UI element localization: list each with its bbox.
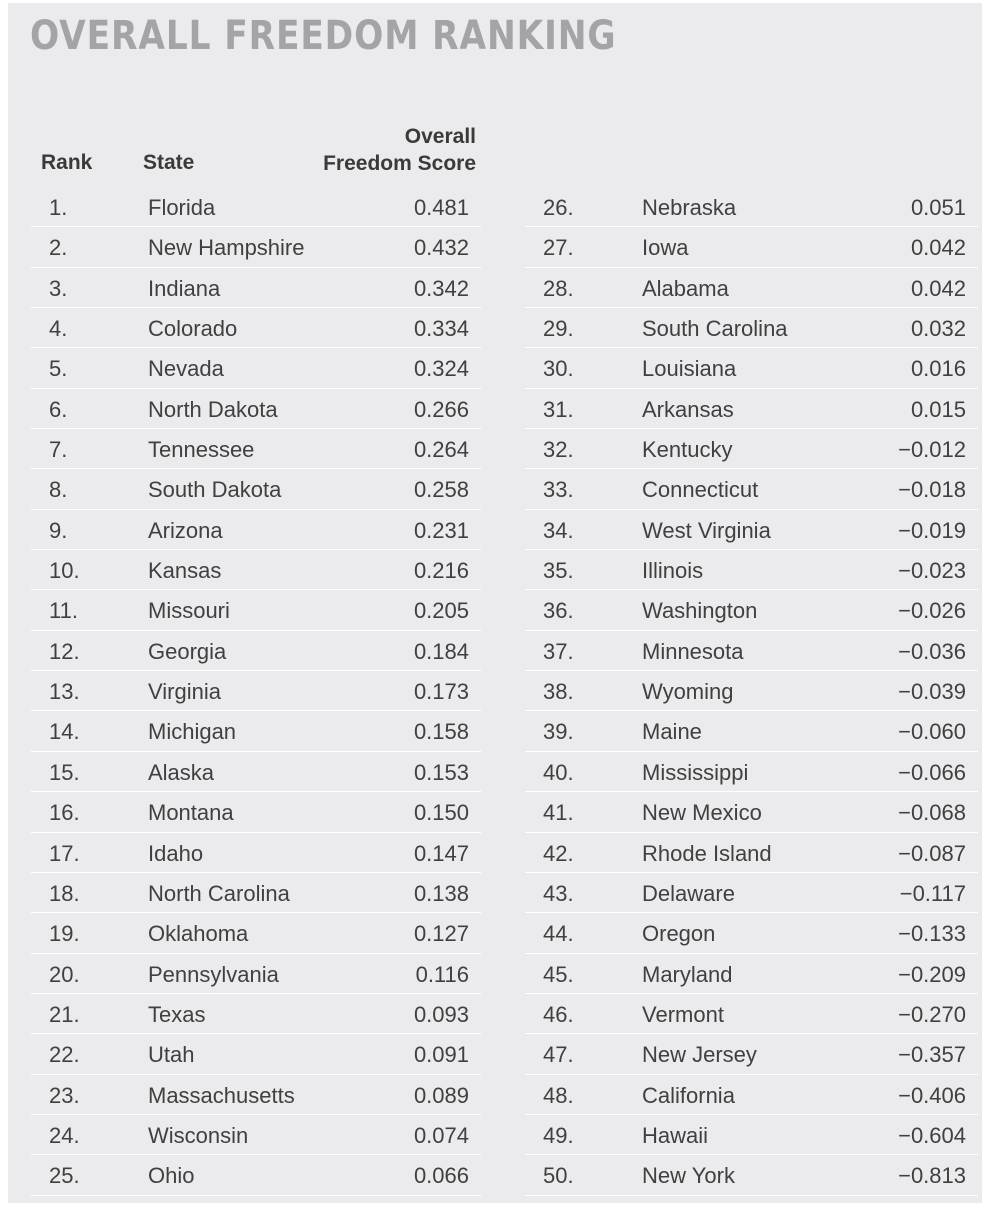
row-state: North Carolina (148, 880, 290, 906)
row-state: Florida (148, 195, 216, 220)
row-state: Georgia (148, 638, 227, 664)
row-score: −0.357 (898, 1042, 966, 1068)
row-score: 0.184 (413, 638, 469, 664)
table-row (31, 308, 481, 348)
row-state: Maine (642, 719, 702, 745)
row-score: 0.138 (413, 880, 469, 906)
row-rank: 42. (543, 840, 574, 866)
table-row (31, 792, 481, 832)
row-state: Louisiana (642, 356, 737, 382)
table-row (31, 187, 481, 227)
row-state: Mississippi (642, 759, 749, 785)
row-rank: 6. (49, 396, 68, 422)
row-state: Texas (148, 1001, 206, 1027)
table-row (525, 631, 978, 671)
table-row (31, 833, 481, 873)
row-rank: 23. (49, 1082, 80, 1108)
row-score: −0.036 (898, 638, 966, 664)
header-state: State (143, 151, 195, 174)
table-row (525, 1034, 978, 1074)
row-rank: 10. (49, 558, 80, 584)
row-score: 0.150 (413, 800, 469, 826)
row-state: Indiana (148, 275, 221, 301)
table-row (525, 469, 978, 509)
row-rank: 2. (49, 235, 68, 261)
row-rank: 18. (49, 880, 80, 906)
row-rank: 28. (543, 275, 574, 301)
row-state: Rhode Island (642, 840, 772, 866)
table-row (525, 833, 978, 873)
row-score: −0.133 (898, 921, 966, 947)
row-rank: 4. (49, 316, 68, 342)
row-score: 0.042 (910, 275, 966, 301)
row-score: −0.066 (898, 759, 966, 785)
row-score: −0.087 (898, 840, 966, 866)
row-score: 0.342 (413, 275, 469, 301)
row-rank: 41. (543, 800, 574, 826)
row-state: New York (642, 1163, 735, 1189)
row-score: 0.089 (413, 1082, 469, 1108)
row-rank: 44. (543, 921, 574, 947)
table-row (525, 1155, 978, 1195)
table-row (525, 268, 978, 308)
row-state: Oklahoma (148, 921, 249, 947)
row-rank: 36. (543, 598, 574, 624)
table-row (31, 711, 481, 751)
row-rank: 5. (49, 356, 68, 382)
row-rank: 40. (543, 759, 574, 785)
table-row (525, 187, 978, 227)
row-state: New Jersey (642, 1042, 757, 1068)
row-rank: 3. (49, 275, 68, 301)
table-row (31, 510, 481, 550)
row-score: 0.231 (413, 517, 469, 543)
row-score: −0.039 (898, 679, 966, 705)
header-score-line2: Freedom Score (323, 152, 476, 175)
row-rank: 1. (49, 195, 68, 220)
row-rank: 33. (543, 477, 574, 503)
row-rank: 48. (543, 1082, 574, 1108)
row-rank: 34. (543, 517, 574, 543)
row-state: Arizona (148, 517, 223, 543)
row-state: Oregon (642, 921, 716, 947)
row-score: 0.264 (413, 437, 469, 463)
table-row (525, 792, 978, 832)
table-row (31, 429, 481, 469)
row-rank: 31. (543, 396, 574, 422)
table-row (31, 1075, 481, 1115)
table-row (31, 389, 481, 429)
row-score: 0.091 (413, 1042, 469, 1068)
table-row (31, 671, 481, 711)
row-rank: 7. (49, 437, 68, 463)
row-state: Tennessee (148, 437, 255, 463)
table-row (31, 954, 481, 994)
row-state: Massachusetts (148, 1082, 295, 1108)
row-state: Maryland (642, 961, 733, 987)
row-rank: 16. (49, 800, 80, 826)
row-score: 0.266 (413, 396, 469, 422)
row-score: 0.116 (415, 961, 469, 987)
table-row (525, 954, 978, 994)
row-state: West Virginia (642, 517, 771, 543)
row-rank: 38. (543, 679, 574, 705)
row-score: 0.127 (413, 921, 469, 947)
row-score: −0.012 (898, 437, 966, 463)
row-rank: 29. (543, 316, 574, 342)
row-rank: 46. (543, 1001, 574, 1027)
row-state: Ohio (148, 1163, 195, 1189)
row-state: South Carolina (642, 316, 788, 342)
row-state: Virginia (148, 679, 221, 705)
row-score: −0.209 (898, 961, 966, 987)
row-score: 0.324 (413, 356, 469, 382)
row-score: 0.334 (413, 316, 469, 342)
table-row (31, 1155, 481, 1195)
row-state: South Dakota (148, 477, 282, 503)
row-rank: 26. (543, 195, 574, 220)
row-score: 0.173 (413, 679, 469, 705)
row-score: −0.060 (898, 719, 966, 745)
row-state: Minnesota (642, 638, 744, 664)
row-state: Wyoming (642, 679, 734, 705)
row-rank: 9. (49, 517, 68, 543)
row-state: Nebraska (642, 195, 737, 220)
row-state: Wisconsin (148, 1122, 249, 1148)
table-row (525, 550, 978, 590)
row-rank: 27. (543, 235, 574, 261)
row-score: −0.019 (898, 517, 966, 543)
table-row (525, 389, 978, 429)
row-score: 0.066 (413, 1163, 469, 1189)
row-rank: 30. (543, 356, 574, 382)
header-rank: Rank (41, 151, 93, 174)
row-rank: 20. (49, 961, 80, 987)
row-rank: 22. (49, 1042, 80, 1068)
row-rank: 24. (49, 1122, 80, 1148)
row-score: 0.481 (413, 195, 469, 220)
row-rank: 13. (49, 679, 80, 705)
table-row (525, 429, 978, 469)
table-row (31, 631, 481, 671)
table-row (525, 994, 978, 1034)
row-rank: 8. (49, 477, 68, 503)
row-rank: 32. (543, 437, 574, 463)
table-row (525, 348, 978, 388)
row-score: 0.016 (910, 356, 966, 382)
row-score: −0.068 (898, 800, 966, 826)
row-score: 0.074 (413, 1122, 469, 1148)
row-state: Iowa (642, 235, 689, 261)
table-column-left (31, 187, 481, 1196)
table-column-right (525, 187, 978, 1196)
row-rank: 14. (49, 719, 80, 745)
table-row (31, 227, 481, 267)
row-state: California (642, 1082, 735, 1108)
row-state: Illinois (642, 558, 704, 584)
row-score: 0.205 (413, 598, 469, 624)
table-row (31, 550, 481, 590)
row-score: 0.147 (413, 840, 469, 866)
row-score: 0.216 (413, 558, 469, 584)
row-score: 0.258 (413, 477, 469, 503)
row-state: Utah (148, 1042, 195, 1068)
row-score: −0.813 (898, 1163, 966, 1189)
row-rank: 45. (543, 961, 574, 987)
row-state: Kentucky (642, 437, 733, 463)
row-score: 0.093 (413, 1001, 469, 1027)
row-rank: 21. (49, 1001, 80, 1027)
row-score: −0.023 (898, 558, 966, 584)
table-row (525, 913, 978, 953)
row-rank: 50. (543, 1163, 574, 1189)
row-state: New Mexico (642, 800, 762, 826)
row-score: 0.015 (910, 396, 966, 422)
table-row (31, 348, 481, 388)
table-row (31, 873, 481, 913)
row-rank: 17. (49, 840, 80, 866)
row-state: Montana (148, 800, 234, 826)
row-state: New Hampshire (148, 235, 305, 261)
table-row (31, 469, 481, 509)
row-rank: 49. (543, 1122, 574, 1148)
row-state: Alabama (642, 275, 729, 301)
row-score: 0.158 (413, 719, 469, 745)
row-score: −0.026 (898, 598, 966, 624)
row-state: Colorado (148, 316, 238, 342)
row-state: Missouri (148, 598, 230, 624)
row-state: Washington (642, 598, 758, 624)
row-state: North Dakota (148, 396, 278, 422)
table-row (525, 1115, 978, 1155)
row-state: Idaho (148, 840, 204, 866)
row-rank: 43. (543, 880, 574, 906)
row-score: −0.604 (898, 1122, 966, 1148)
row-state: Vermont (642, 1001, 724, 1027)
row-rank: 47. (543, 1042, 574, 1068)
table-row (31, 752, 481, 792)
row-state: Alaska (148, 759, 215, 785)
row-state: Arkansas (642, 396, 734, 422)
row-state: Connecticut (642, 477, 759, 503)
row-rank: 25. (49, 1163, 80, 1189)
table-row (525, 671, 978, 711)
row-rank: 11. (49, 598, 78, 624)
row-score: 0.042 (910, 235, 966, 261)
table-row (525, 227, 978, 267)
table-row (31, 1034, 481, 1074)
row-state: Hawaii (642, 1122, 709, 1148)
table-row (525, 873, 978, 913)
row-state: Delaware (642, 880, 735, 906)
page-title: OVERALL FREEDOM RANKING (30, 13, 617, 59)
header-score (288, 123, 476, 177)
row-rank: 39. (543, 719, 574, 745)
row-state: Pennsylvania (148, 961, 279, 987)
table-row (525, 711, 978, 751)
table-row (525, 1075, 978, 1115)
table-row (31, 913, 481, 953)
row-state: Kansas (148, 558, 222, 584)
row-score: −0.117 (899, 880, 966, 906)
row-rank: 12. (49, 638, 80, 664)
table-row (31, 994, 481, 1034)
table-row (525, 510, 978, 550)
table-row (525, 308, 978, 348)
row-state: Nevada (148, 356, 224, 382)
row-state: Michigan (148, 719, 237, 745)
row-score: −0.018 (898, 477, 966, 503)
row-rank: 19. (49, 921, 80, 947)
table-row (31, 1115, 481, 1155)
ranking-panel (8, 3, 982, 1203)
row-rank: 15. (49, 759, 80, 785)
row-score: 0.153 (413, 759, 469, 785)
header-score-line1: Overall (404, 125, 476, 148)
table-row (525, 590, 978, 630)
row-rank: 37. (543, 638, 574, 664)
row-rank: 35. (543, 558, 574, 584)
row-score: 0.051 (910, 195, 966, 220)
row-score: −0.406 (898, 1082, 966, 1108)
table-row (31, 590, 481, 630)
table-row (525, 752, 978, 792)
row-score: −0.270 (898, 1001, 966, 1027)
table-row (31, 268, 481, 308)
row-score: 0.032 (910, 316, 966, 342)
row-score: 0.432 (413, 235, 469, 261)
